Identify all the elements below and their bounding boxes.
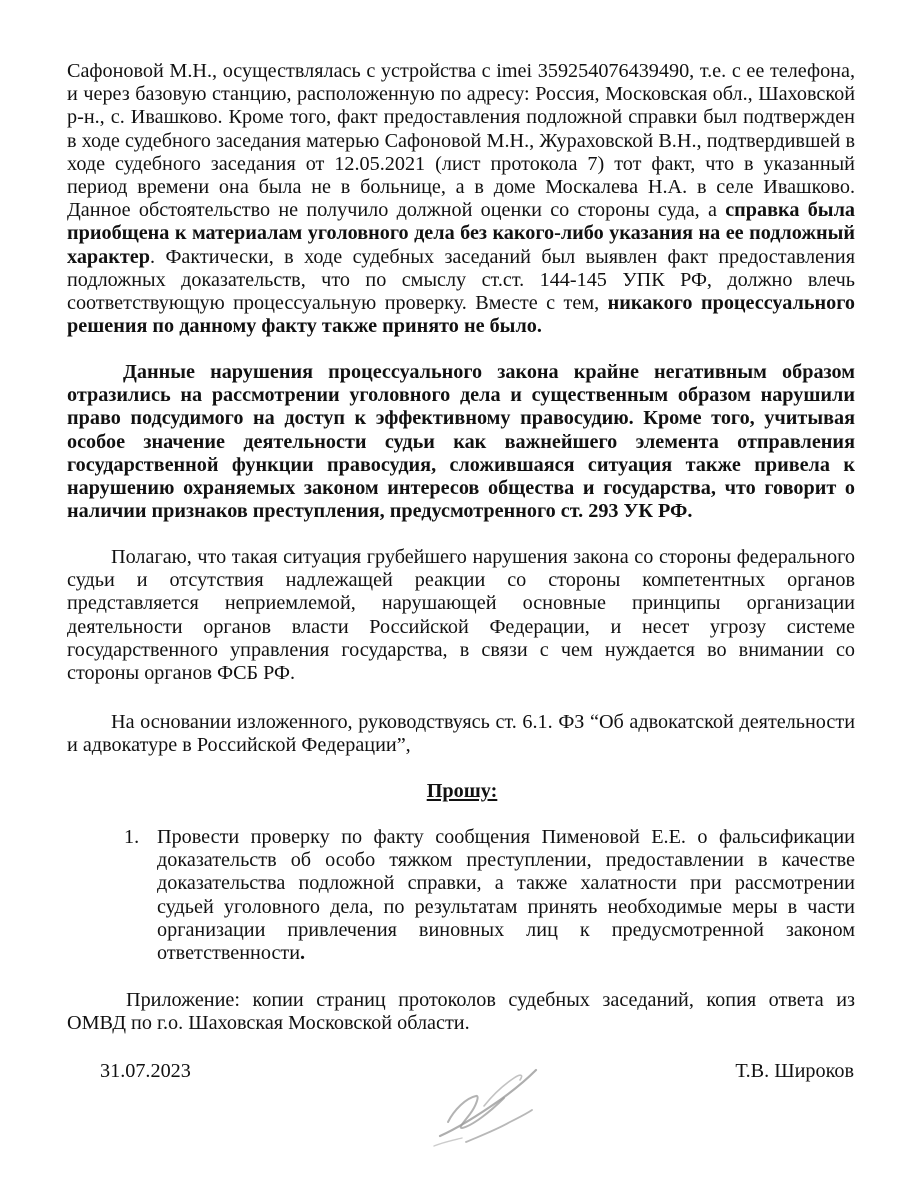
paragraph-assessment: Полагаю, что такая ситуация грубейшего нарушения закона со стороны федерального судьи и отсутствия надлежащей реакции со стороны компетентных органов представляется неприемлемой, нарушающей основные принципы организации деятельности органов власти Российской Федерации, и несет угрозу системе государственного управления государства, в связи с чем нуждается во внимании со стороны органов ФСБ РФ. (67, 546, 855, 685)
document-date: 31.07.2023 (100, 1060, 191, 1082)
para1-text-b: . Фактически, в ходе судебных заседаний был выявлен факт предоставления подложных доказательств, что по смыслу ст.ст. 144-145 УПК РФ, должно влечь соответствующую процессуальную проверку. Вместе с тем, (67, 245, 855, 315)
paragraph-evidence-facts (67, 60, 855, 338)
para1-bold-b: никакого процессуального решения по данному факту также принято не было. (67, 292, 855, 338)
request-item-end: . (300, 942, 306, 965)
request-list (124, 826, 855, 965)
request-item-text: Провести проверку по факту сообщения Пименовой Е.Е. о фальсификации доказательств об особо тяжком преступлении, предоставлении в качестве доказательства подложной справки, а также халатности при рассмотрении судьей уголовного дела, по результатам принять необходимые меры в части организации привлечения виновных лиц к предусмотренной законом ответственности (157, 826, 855, 965)
paragraph-attachments: Приложение: копии страниц протоколов судебных заседаний, копия ответа из ОМВД по г.о. Шаховская Московской области. (67, 989, 855, 1035)
request-item-number: 1. (124, 826, 140, 848)
paragraph-legal-basis: На основании изложенного, руководствуясь ст. 6.1. ФЗ “Об адвокатской деятельности и адвокатуре в Российской Федерации”, (67, 711, 855, 757)
para1-bold-a: справка была приобщена к материалам уголовного дела без какого-либо указания на ее подложный характер (67, 199, 855, 268)
para1-text-a: Сафоновой М.Н., осуществлялась с устройства с imei 359254076439490, т.е. с ее телефона, и через базовую станцию, расположенную по адресу: Россия, Московская обл., Шаховской р-н., с. Ивашково. Кроме того, факт предоставления подложной справки был подтвержден в ходе судебного заседания матерью Сафоновой М.Н., Жураховской В.Н., подтвердившей в ходе судебного заседания от 12.05.2021 (лист протокола 7) тот факт, что в указанный период времени она была не в больнице, а в доме Москалева Н.А. в селе Ивашково. Данное обстоятельство не получило должной оценки со стороны суда, а (67, 60, 855, 222)
request-heading: Прошу: (426, 780, 498, 802)
paragraph-violations: Данные нарушения процессуального закона крайне негативным образом отразились на рассмотрении уголовного дела и существенным образом нарушили право подсудимого на доступ к эффективному правосудию. Кроме того, учитывая особое значение деятельности судьи как важнейшего элемента отправления государственной функции правосудия, сложившаяся ситуация также привела к нарушению охраняемых законом интересов общества и государства, что говорит о наличии признаков преступления, предусмотренного ст. 293 УК РФ. (67, 361, 855, 523)
signer-name: Т.В. Широков (735, 1060, 854, 1082)
request-item (124, 826, 855, 965)
handwritten-signature (418, 1062, 558, 1148)
